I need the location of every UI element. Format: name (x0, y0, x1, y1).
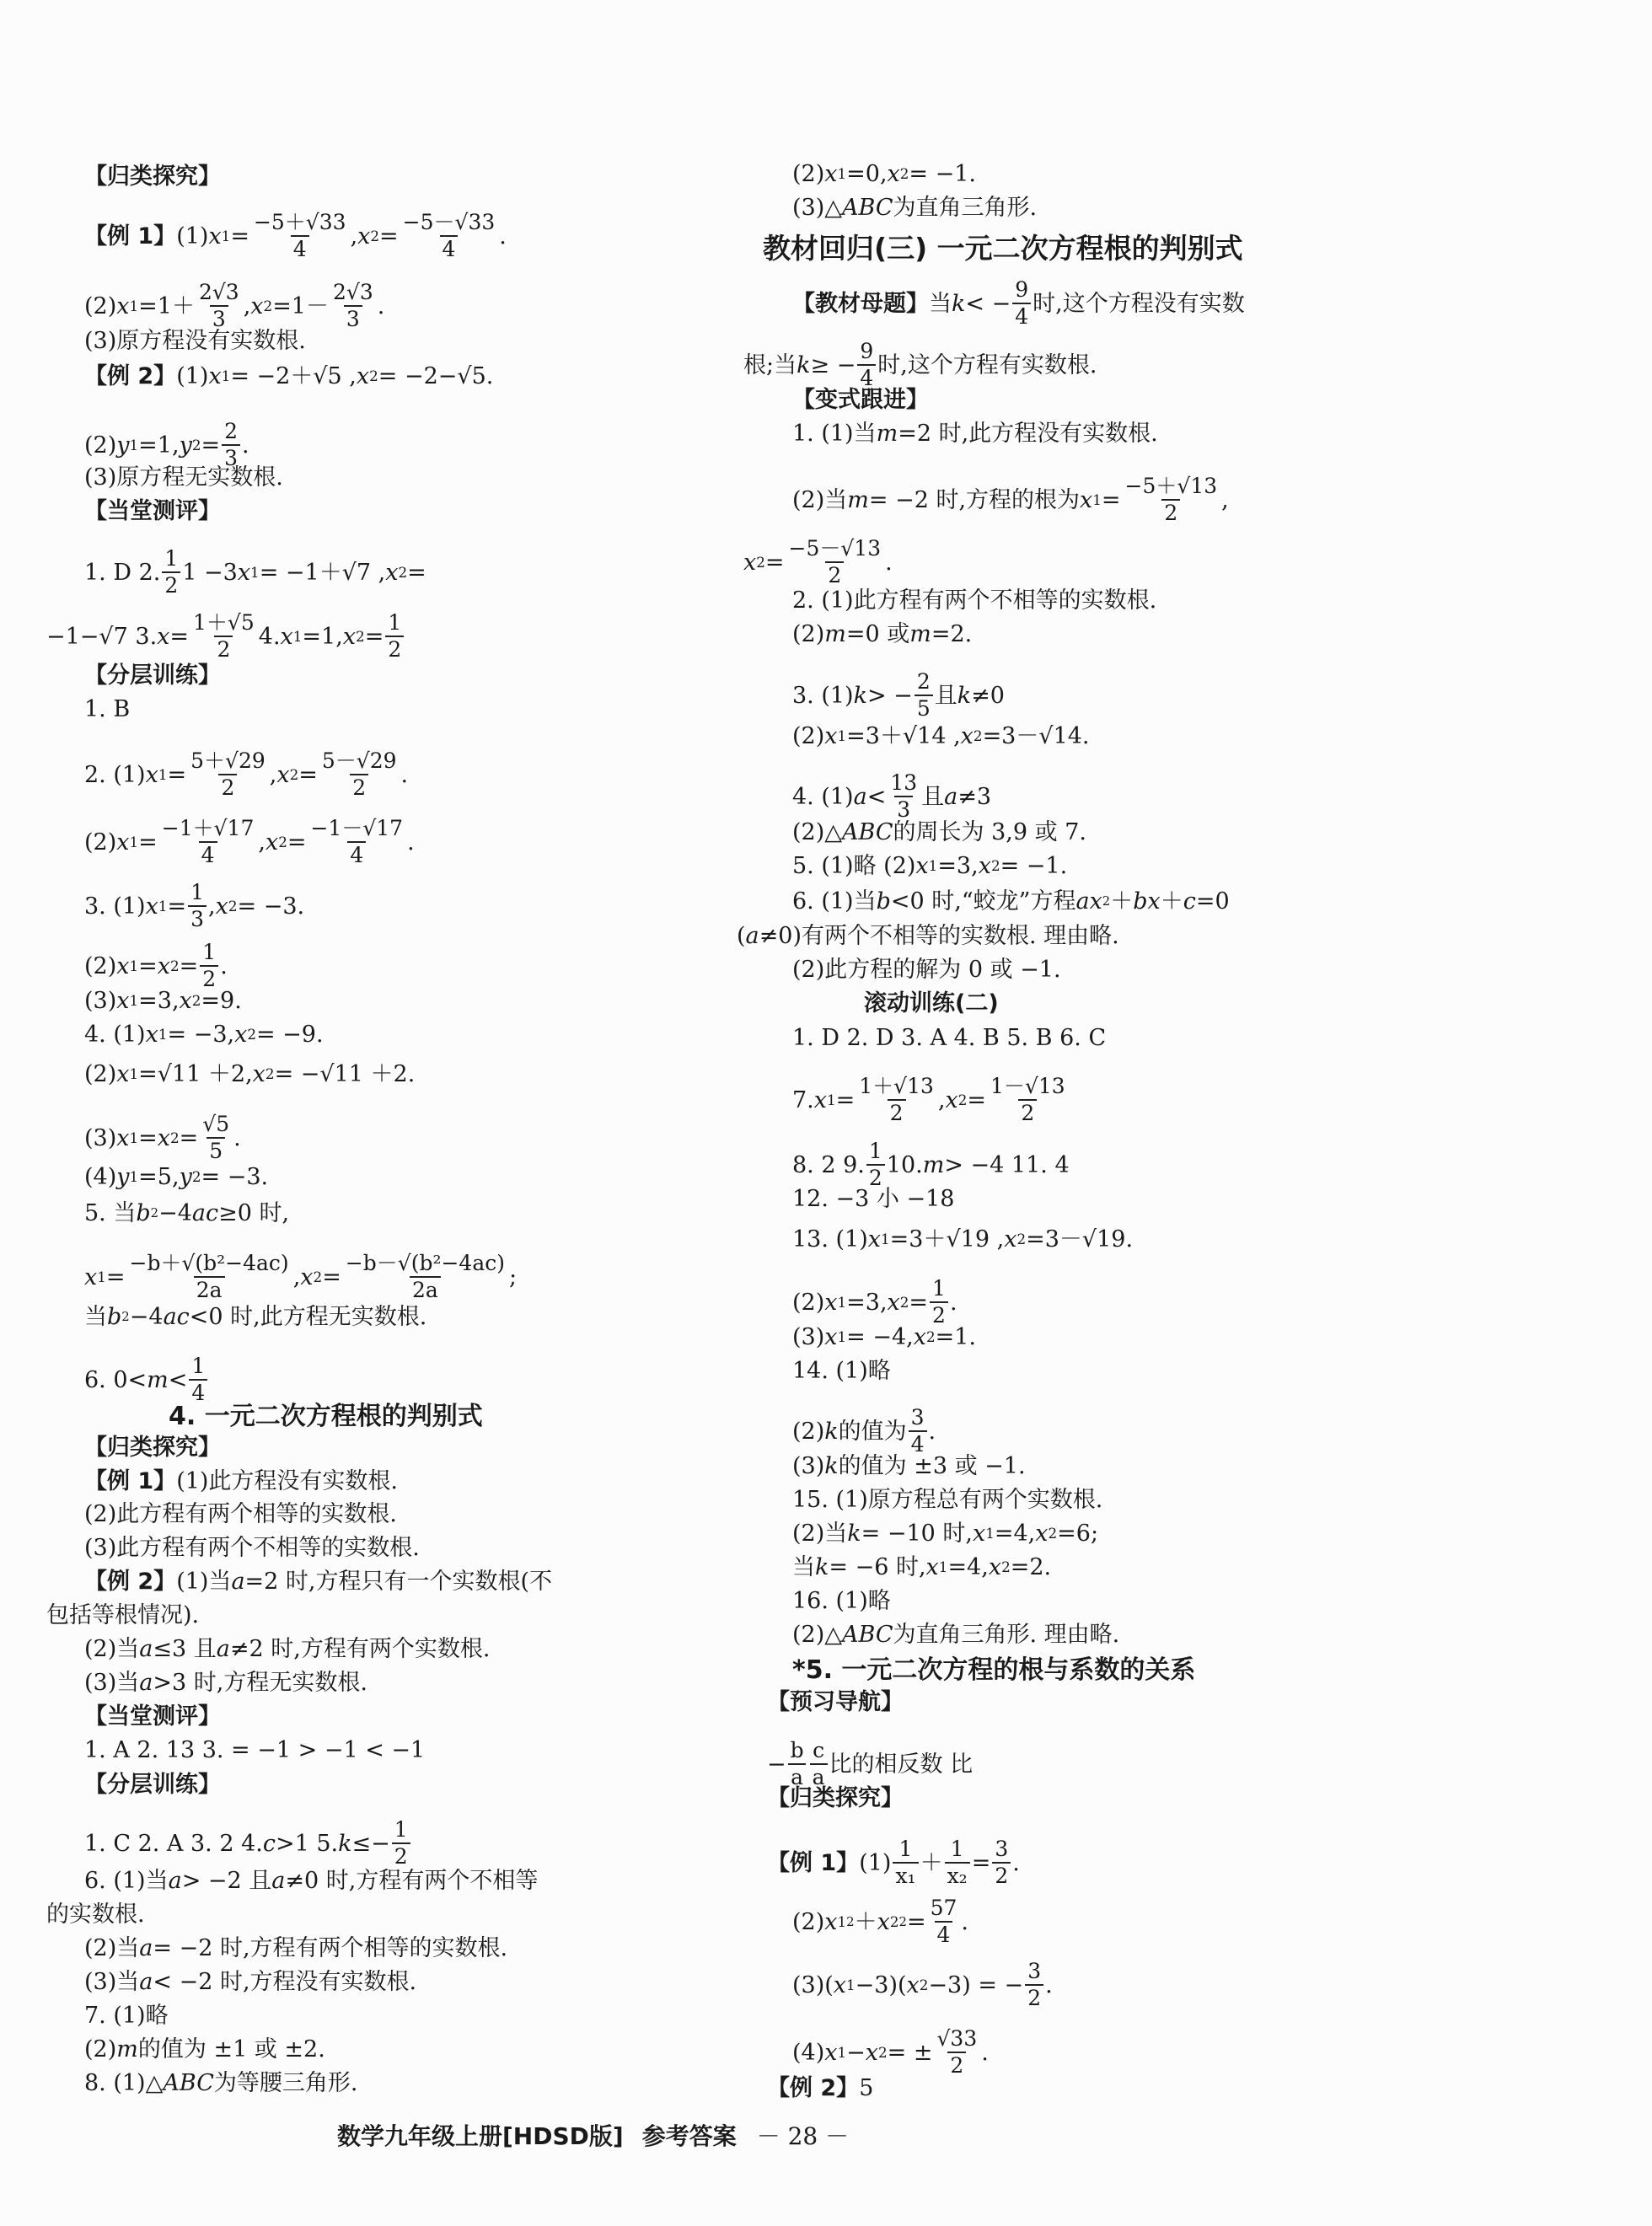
fraction: $\frac{1}{2}$ (385, 612, 404, 662)
answer-line: 包括等根情况). (46, 1602, 200, 1628)
answer-line: 3. (1) x 1 = $\frac{1}{3}$ , x 2 = −3. (84, 880, 305, 932)
answer-line: x 2 = $\frac{-5-√13}{2}$ . (743, 536, 893, 588)
fraction: $\frac{c}{a}$ (810, 1740, 828, 1789)
answer-line: 12. −3 小 −18 (792, 1186, 955, 1212)
answer-line: (2) x 1 =3＋√14 , x 2 =3－√14. (792, 723, 1090, 749)
answer-line: 1. A 2. 13 3. = −1 > −1 < −1 (84, 1737, 426, 1763)
answer-line: 根;当 k ≥ − $\frac{9}{4}$ 时,这个方程有实数根. (743, 339, 1097, 391)
answer-line: (3)原方程没有实数根. (84, 328, 306, 354)
fraction: $\frac{√5}{5}$ (202, 1112, 230, 1164)
answer-line: (3)此方程有两个不相等的实数根. (84, 1535, 420, 1561)
answer-line: 【例 2】 5 (767, 2075, 874, 2101)
section-title: 教材回归(三) 一元二次方程根的判别式 (763, 232, 1243, 265)
fraction: $\frac{\text{−b－√(b²−4ac)}}{2a}$ (345, 1251, 505, 1303)
answer-line: (2) x 1 =1＋ $\frac{2√3}{3}$ , x 2 =1－ $\frac{2√3}{3}$ . (84, 280, 385, 332)
answer-line: 4. (1) x 1 = −3, x 2 = −9. (84, 1022, 324, 1048)
answer-line: (2) x 1 = $\frac{-1+√17}{4}$ , x 2 = $\frac{-1-√17}{4}$ . (84, 816, 415, 868)
fraction: $\frac{1}{2}$ (930, 1278, 948, 1328)
section-heading: 【当堂测评】 (84, 1703, 221, 1730)
fraction: $\frac{-5+√33}{4}$ (253, 210, 346, 262)
fraction: $\frac{1}{2}$ (392, 1819, 410, 1869)
answer-line: (2) x 1 =3, x 2 = $\frac{1}{2}$ . (792, 1276, 957, 1328)
section-heading: 【当堂测评】 (84, 498, 221, 524)
fraction: $\frac{57}{4}$ (930, 1896, 957, 1948)
answer-line: 7. x 1 = $\frac{1+√13}{2}$ , x 2 = $\frac{1-√13}{2}$ (792, 1075, 1070, 1125)
fraction: $\frac{2√3}{3}$ (333, 280, 373, 332)
answer-line: −1−√7 3. x = $\frac{1+√5}{2}$ 4. x 1 =1, x 2 = $\frac{1}{2}$ (46, 612, 405, 662)
answer-line: 14. (1)略 (792, 1358, 891, 1384)
answer-line: 的实数根. (46, 1901, 145, 1928)
section-title: 4. 一元二次方程根的判别式 (169, 1402, 483, 1431)
answer-line: (2) y 1 =1, y 2 = $\frac{2}{3}$ . (84, 419, 249, 471)
answer-line: (3)当 a < −2 时,方程没有实数根. (84, 1969, 417, 1995)
section-heading: 【归类探究】 (84, 1435, 221, 1461)
answer-line: 7. (1)略 (84, 2003, 169, 2029)
section-heading: 【变式跟进】 (792, 387, 929, 413)
answer-line: (2)△ ABC 的周长为 3,9 或 7. (792, 819, 1086, 845)
fraction: $\frac{1+√13}{2}$ (859, 1074, 934, 1126)
answer-line: 【例 2】 (1)当 a =2 时,方程只有一个实数根(不 (84, 1569, 553, 1595)
fraction: $\frac{1}{3}$ (188, 882, 206, 931)
answer-line: (2)此方程有两个相等的实数根. (84, 1501, 397, 1527)
answer-line: 5. (1)略 (2) x 1 =3, x 2 = −1. (792, 853, 1068, 879)
answer-line: (3)原方程无实数根. (84, 464, 283, 491)
fraction: $\frac{-5-√33}{4}$ (402, 210, 496, 262)
answer-line: (2) k 的值为 $\frac{3}{4}$ . (792, 1405, 936, 1457)
fraction: $\frac{√33}{2}$ (936, 2026, 978, 2078)
answer-line: 【例 2】 (1) x 1 = −2＋√5 , x 2 = −2−√5. (84, 363, 494, 389)
answer-line: ( a ≠0)有两个不相等的实数根. 理由略. (737, 923, 1119, 949)
answer-line: 8. (1)△ ABC 为等腰三角形. (84, 2070, 358, 2096)
answer-line: (2) x 1 =0, x 2 = −1. (792, 161, 977, 187)
section-heading: 【归类探究】 (767, 1785, 904, 1811)
fraction: $\frac{b}{a}$ (788, 1740, 807, 1789)
answer-line: (2) m =0 或 m =2. (792, 621, 973, 647)
answer-line: 4. (1) a < $\frac{13}{3}$ 且 a ≠3 (792, 770, 992, 823)
answer-line: 1. B (84, 696, 131, 722)
section-heading: 【预习导航】 (767, 1689, 904, 1715)
answer-line: 1. (1)当 m =2 时,此方程没有实数根. (792, 421, 1158, 447)
answer-line: (3) x 1 = −4, x 2 =1. (792, 1324, 977, 1350)
answer-line: (2) m 的值为 ±1 或 ±2. (84, 2036, 325, 2062)
fraction: $\frac{\text{−b＋√(b²−4ac)}}{2a}$ (129, 1251, 289, 1303)
answer-line: (2)此方程的解为 0 或 −1. (792, 957, 1061, 983)
answer-line: (3)( x 1 −3)( x 2 −3) = − $\frac{3}{2}$ . (792, 1959, 1053, 2011)
answer-line: 【例 1】 (1) $\frac{1}{\text{x₁}}$ ＋ $\frac{1}{\text{x₂}}$ = $\frac{3}{2}$ . (767, 1837, 1020, 1889)
answer-line: 6. (1)当 b <0 时,“蛟龙”方程 ax 2 ＋ bx ＋ c =0 (792, 888, 1230, 915)
fraction: $\frac{9}{4}$ (1012, 279, 1031, 329)
answer-line: 1. D 2. $\frac{1}{2}$ 1 −3 x 1 = −1＋√7 , x 2 = (84, 546, 426, 598)
book-title: 数学九年级上册[HDSD版] (337, 2122, 624, 2150)
answer-line: (2)当 a = −2 时,方程有两个相等的实数根. (84, 1935, 508, 1961)
fraction: $\frac{3}{4}$ (909, 1407, 927, 1456)
answer-line: 【例 1】 (1)此方程没有实数根. (84, 1468, 399, 1494)
answer-line: (3) k 的值为 ±3 或 −1. (792, 1453, 1026, 1479)
fraction: $\frac{3}{2}$ (992, 1838, 1011, 1888)
fraction: $\frac{1-√13}{2}$ (990, 1074, 1065, 1126)
fraction: $\frac{3}{2}$ (1025, 1960, 1043, 2010)
answer-line: 3. (1) k > − $\frac{2}{5}$ 且 k ≠0 (792, 669, 1005, 721)
fraction: $\frac{1}{\text{x₂}}$ (945, 1838, 970, 1888)
answer-line: x 1 = $\frac{\text{−b＋√(b²−4ac)}}{2a}$ , x 2 = $\frac{\text{−b－√(b²−4ac)}}{2a}$ ; (84, 1251, 518, 1303)
fraction: $\frac{5-√29}{2}$ (321, 748, 397, 801)
answer-line: 1. D 2. D 3. A 4. B 5. B 6. C (792, 1025, 1107, 1051)
section-heading: 【归类探究】 (84, 164, 221, 190)
fraction: $\frac{-5-√13}{2}$ (788, 536, 882, 588)
section-heading: 滚动训练(二) (864, 990, 999, 1016)
answer-line: (2) x 1 =√11 ＋2, x 2 = −√11 ＋2. (84, 1061, 416, 1087)
fraction: $\frac{-1+√17}{4}$ (161, 816, 255, 868)
answer-line: 8. 2 9. $\frac{1}{2}$ 10. m > −4 11. 4 (792, 1139, 1070, 1191)
fraction: $\frac{-1-√17}{4}$ (310, 816, 404, 868)
answer-line: 1. C 2. A 3. 2 4. c >1 5. k ≤− $\frac{1}{2}$ (84, 1819, 412, 1869)
answer-line: (3)△ ABC 为直角三角形. (792, 195, 1038, 221)
answer-line: 16. (1)略 (792, 1588, 891, 1614)
fraction: $\frac{1}{2}$ (200, 941, 218, 991)
answer-line: 13. (1) x 1 =3＋√19 , x 2 =3－√19. (792, 1226, 1134, 1252)
fraction: $\frac{1}{4}$ (189, 1355, 207, 1405)
answer-line: (2)当 k = −10 时, x 1 =4, x 2 =6; (792, 1521, 1099, 1547)
answer-line: (3) x 1 = x 2 = $\frac{√5}{5}$ . (84, 1112, 241, 1164)
fraction: $\frac{2}{5}$ (914, 671, 933, 721)
fraction: $\frac{1}{2}$ (866, 1140, 885, 1190)
answer-line: 【例 1】 (1) x 1 = $\frac{-5+√33}{4}$ , x 2 = $\frac{-5-√33}{4}$ . (84, 210, 507, 262)
page-footer (337, 2118, 849, 2152)
answer-line: (3)当 a >3 时,方程无实数根. (84, 1670, 367, 1696)
answer-line: 【教材母题】 当 k < − $\frac{9}{4}$ 时,这个方程没有实数 (792, 277, 1245, 330)
fraction: $\frac{13}{3}$ (890, 770, 918, 823)
answer-line: 15. (1)原方程总有两个实数根. (792, 1487, 1103, 1513)
answer-line: 6. 0< m < $\frac{1}{4}$ (84, 1355, 209, 1405)
fraction: $\frac{2}{3}$ (222, 421, 240, 470)
fraction: $\frac{1}{\text{x₁}}$ (893, 1838, 918, 1888)
section-title: *5. 一元二次方程的根与系数的关系 (792, 1655, 1196, 1685)
answer-line: (4) y 1 =5, y 2 = −3. (84, 1164, 269, 1190)
answer-line: (4) x 1 − x 2 = ± $\frac{√33}{2}$ . (792, 2026, 989, 2078)
answer-line: (2)△ ABC 为直角三角形. 理由略. (792, 1622, 1120, 1648)
fraction: $\frac{2√3}{3}$ (198, 280, 239, 332)
answer-line: (2) x 1 2 ＋ x 2 2 = $\frac{57}{4}$ . (792, 1896, 968, 1948)
answer-line: 当 b 2 −4 ac <0 时,此方程无实数根. (84, 1304, 427, 1330)
fraction: $\frac{1}{2}$ (162, 548, 180, 598)
answer-line: (3) x 1 =3, x 2 =9. (84, 988, 242, 1014)
answer-line: 2. (1)此方程有两个不相等的实数根. (792, 587, 1157, 614)
fraction: $\frac{5+√29}{2}$ (190, 748, 266, 801)
answer-line: 2. (1) x 1 = $\frac{5+√29}{2}$ , x 2 = $\frac{5-√29}{2}$ . (84, 748, 409, 801)
page-number: － 28 － (756, 2122, 850, 2150)
section-heading: 【分层训练】 (84, 662, 221, 689)
fraction: $\frac{-5+√13}{2}$ (1124, 474, 1218, 526)
answer-line: − $\frac{b}{a}$ $\frac{c}{a}$ 比的相反数 比 (767, 1738, 974, 1790)
answer-line: 当 k = −6 时, x 1 =4, x 2 =2. (792, 1554, 1052, 1580)
fraction: $\frac{1+√5}{2}$ (193, 610, 255, 662)
answer-line: (2) x 1 = x 2 = $\frac{1}{2}$ . (84, 940, 228, 992)
section-heading: 【分层训练】 (84, 1772, 221, 1798)
fraction: $\frac{9}{4}$ (857, 341, 876, 390)
section-label: 参考答案 (641, 2122, 737, 2150)
answer-line: 6. (1)当 a > −2 且 a ≠0 时,方程有两个不相等 (84, 1868, 539, 1894)
answer-line: 5. 当 b 2 −4 ac ≥0 时, (84, 1200, 290, 1226)
answer-line: (2)当 m = −2 时,方程的根为 x 1 = $\frac{-5+√13}{2}$ , (792, 474, 1229, 526)
answer-line: (2)当 a ≤3 且 a ≠2 时,方程有两个实数根. (84, 1636, 491, 1662)
